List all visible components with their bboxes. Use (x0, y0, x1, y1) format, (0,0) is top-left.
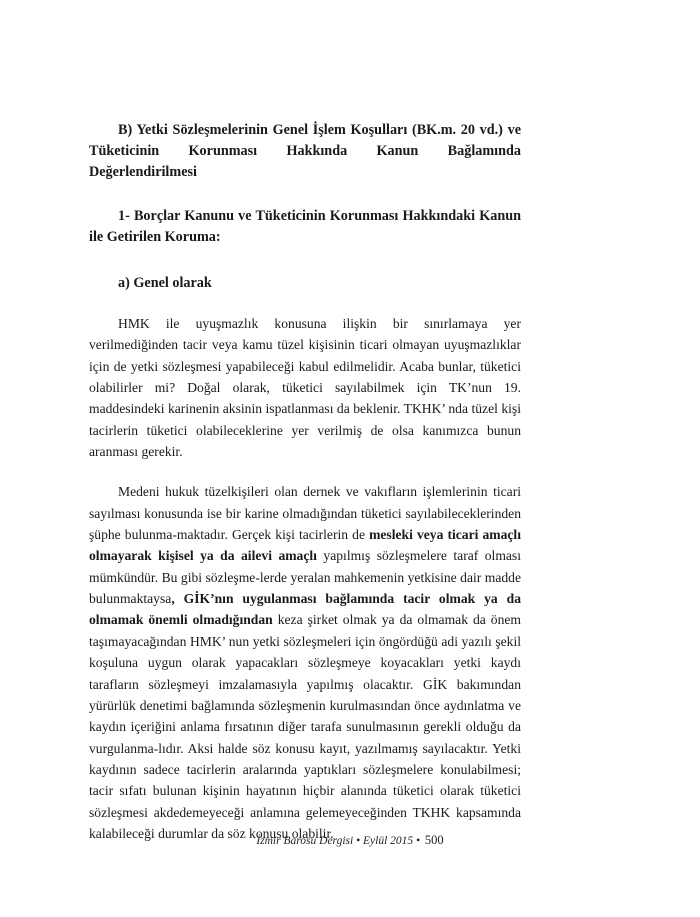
paragraph-2-bold-1: mesleki veya ticari amaçlı olmayarak kişisel ya da ailevi amaçlı (89, 527, 521, 564)
footer-publication: İzmir Barosu Dergisi • Eylül 2015 • (256, 835, 421, 847)
paragraph-2-bold-2: , GİK’nın uygulanması bağlamında tacir olmak ya da olmamak önemli olmadığından (89, 591, 521, 628)
page-footer (0, 833, 700, 848)
paragraph-2-text-2: yapılmış sözleşmelere taraf olması mümkündür. Bu gibi sözleşme-lerde yeralan mahkemenin yetkisine dair madde bulunmaktaysa (89, 548, 521, 607)
subsubsection-heading: a) Genel olarak (118, 275, 212, 291)
paragraph-1: HMK ile uyuşmazlık konusuna ilişkin bir sınırlamaya yer verilmediğinden tacir veya kamu tüzel kişisinin ticari olmayan uyuşmazlıklar için de yetki sözleşmesi yapabileceği kabul edilmelidir. Acaba bunlar, tüketici olabilirler mi? Doğal olarak, tüketici sayılabilmek için TK’nun 19. maddesindeki karinenin aksinin ispatlanması da beklenir. TKHK’ nda tüzel kişi tacirlerin tüketici olabileceklerine yer verilmiş de olsa kanımızca bunun aranması gerekir. (89, 316, 521, 460)
paragraph-2-text-3: keza şirket olmak ya da olmamak da önem taşımayacağından HMK’ nun yetki sözleşmeleri için öngördüğü adi yazılı şekil koşuluna uygun olarak yapacakları sözleşmeye koyacakları yetki kaydı tarafların sözleşmeyi imzalamasıyla yapılmış olacaktır. GİK bakımından yürürlük denetimi bağlamında sözleşmenin kurulmasından önce aydınlatma ve kaydın içeriğini anlama fırsatının diğer tarafa sunulmasının gerekli olduğu da vurgulanma-lıdır. Aksi halde söz konusu kayıt, yazılmamış sayılacaktır. Yetki kaydının sadece tacirlerin aralarında yaptıkları sözleşmelere konulabilmesi; tacir sıfatı bulunan kişinin hayatının hiçbir alanında tüketici olarak tüketici sözleşmesi akdedemeyeceği anlamına gelemeyeceğinden TKHK kapsamında kalabileceği durumlar da söz konusu olabilir. (89, 612, 521, 841)
subsection-heading: 1- Borçlar Kanunu ve Tüketicinin Korunması Hakkındaki Kanun ile Getirilen Koruma: (89, 208, 521, 245)
page-number: 500 (424, 833, 444, 847)
paragraph-2-text-1: Medeni hukuk tüzelkişileri olan dernek ve vakıfların işlemlerinin ticari sayılması konusunda ise bir karine olmadığından tüketici sayılabileceklerinden şüphe bulunma-maktadır. Gerçek kişi tacirlerin de (89, 484, 521, 543)
paragraph-2 (89, 481, 521, 844)
section-heading: B) Yetki Sözleşmelerinin Genel İşlem Koşulları (BK.m. 20 vd.) ve Tüketicinin Korunması Hakkında Kanun Bağlamında Değerlendirilmesi (89, 122, 521, 180)
page-body (89, 116, 521, 844)
